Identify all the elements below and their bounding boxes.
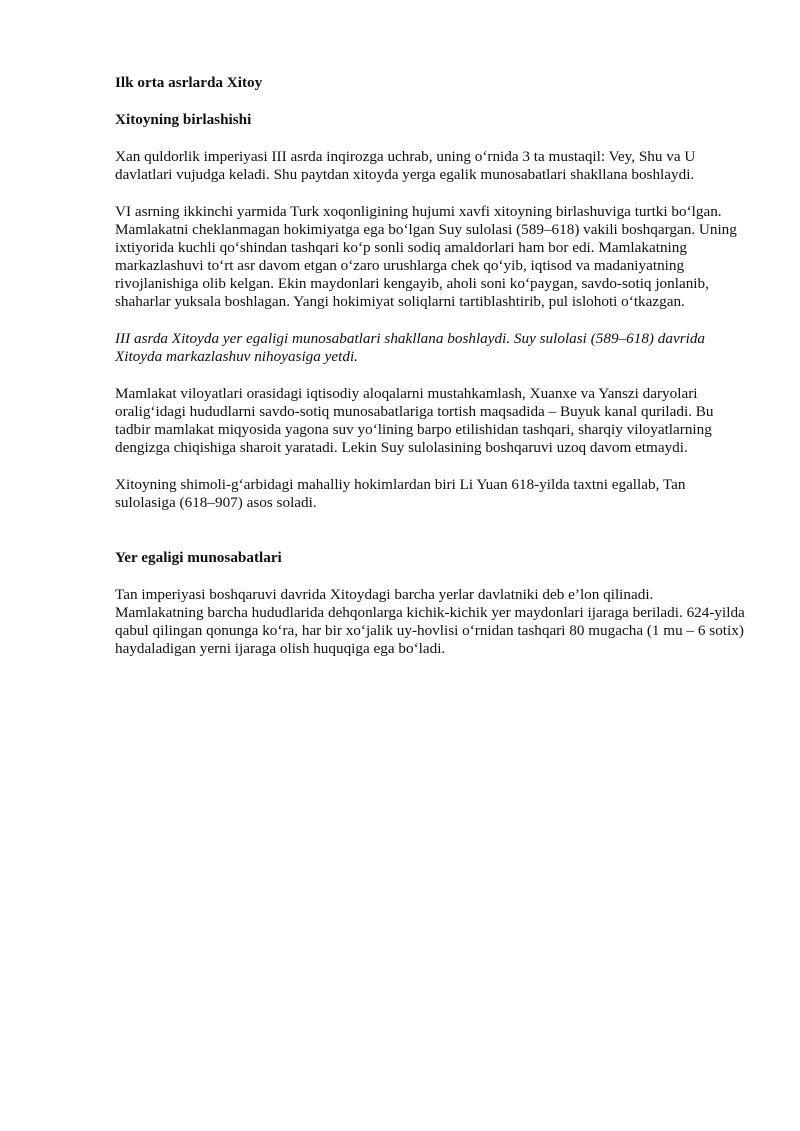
paragraph-grand-canal: Mamlakat viloyatlari orasidagi iqtisodiy aloqalarni mustahkamlash, Xuanxe va Yanszi daryolari oraligʻidagi hududlarni savdo-sotiq munosabatlariga tortish maqsadida – Buyuk kanal quriladi. Bu tadbir mamlakat miqyosida yagona suv yoʻlining barpo etilishidan tashqari, sharqiy viloyatlarning dengizga chiqishiga sharoit yaratadi. Lekin Suy sulolasining boshqaruvi uzoq davom etmaydi. bbox=[115, 385, 714, 456]
paragraph-tang-founding: Xitoyning shimoli-gʻarbidagi mahalliy hokimlardan biri Li Yuan 618-yilda taxtni egallab, Tan sulolasiga (618–907) asos soladi. bbox=[115, 476, 686, 511]
section-heading-unification: Xitoyning birlashishi bbox=[115, 111, 252, 128]
document-page bbox=[115, 74, 745, 658]
paragraph-sui-dynasty: VI asrning ikkinchi yarmida Turk xoqonligining hujumi xavfi xitoyning birlashuviga turtki boʻlgan. Mamlakatni cheklanmagan hokimiyatga ega boʻlgan Suy sulolasi (589–618) vakili boshqargan. Uning ixtiyorida kuchli qoʻshindan tashqari koʻp sonli sodiq amaldorlari ham bor edi. Mamlakatning markazlashuvi toʻrt asr davom etgan oʻzaro urushlarga chek qoʻyib, iqtisod va madaniyatning rivojlanishiga olib kelgan. Ekin maydonlari kengayib, aholi soni koʻpaygan, savdo-sotiq jonlanib, shaharlar yuksala boshlagan. Yangi hokimiyat soliqlarni tartiblashtirib, pul islohoti oʻtkazgan. bbox=[115, 203, 737, 310]
document-title: Ilk orta asrlarda Xitoy bbox=[115, 74, 263, 91]
paragraph-han-collapse: Xan quldorlik imperiyasi III asrda inqirozga uchrab, uning oʻrnida 3 ta mustaqil: Vey, Shu va U davlatlari vujudga keladi. Shu paytdan xitoyda yerga egalik munosabatlari shakllana boshlaydi. bbox=[115, 148, 696, 183]
paragraph-italic-summary: III asrda Xitoyda yer egaligi munosabatlari shakllana boshlaydi. Suy sulolasi (589–618) davrida Xitoyda markazlashuv nihoyasiga yetdi. bbox=[115, 330, 706, 365]
section-heading-land-ownership: Yer egaligi munosabatlari bbox=[115, 549, 282, 566]
paragraph-land-policy: Tan imperiyasi boshqaruvi davrida Xitoydagi barcha yerlar davlatniki deb e’lon qilinadi. Mamlakatning barcha hududlarida dehqonlarga kichik-kichik yer maydonlari ijaraga beriladi. 624-yilda qabul qilingan qonunga koʻra, har bir xoʻjalik uy-hovlisi oʻrnidan tashqari 80 mugacha (1 mu – 6 sotix) haydaladigan yerni ijaraga olish huquqiga ega boʻladi. bbox=[115, 586, 745, 657]
